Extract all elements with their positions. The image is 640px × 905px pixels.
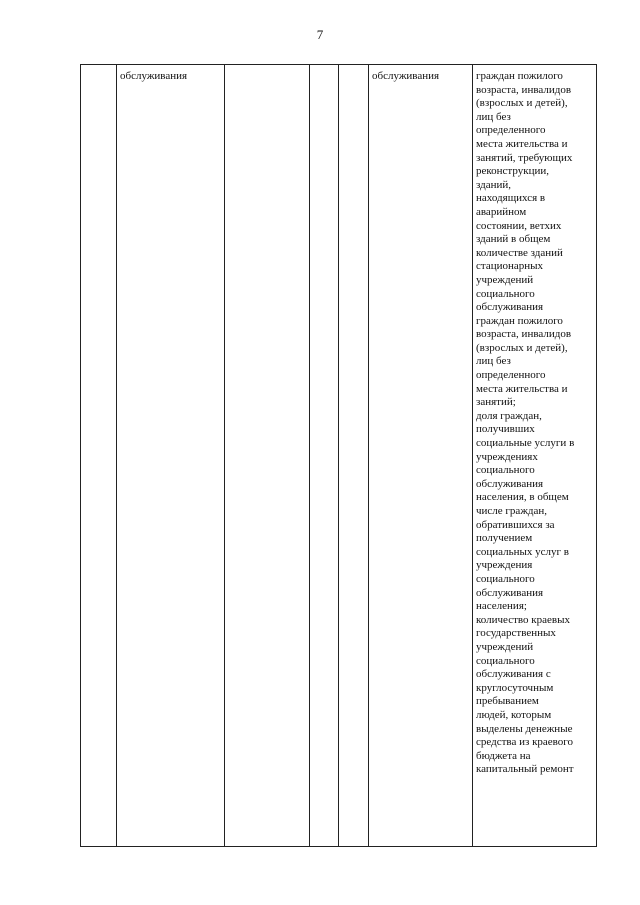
- text-line: обслуживания: [476, 477, 544, 490]
- text-line: учреждений: [476, 273, 534, 286]
- text-line: круглосуточным: [476, 681, 554, 694]
- cell-col7: [476, 70, 574, 777]
- text-line: (взрослых и детей),: [476, 341, 568, 354]
- text-line: реконструкции,: [476, 165, 549, 178]
- text-line: социальных услуг в: [476, 545, 569, 558]
- text-line: учреждений: [476, 640, 534, 653]
- text-line: учреждения: [476, 559, 533, 572]
- text-line: социальные услуги в: [476, 437, 575, 450]
- text-line: выделены денежные: [476, 722, 573, 735]
- column-divider: [224, 64, 225, 847]
- text-line: социального: [476, 464, 535, 477]
- column-divider: [116, 64, 117, 847]
- column-divider: [472, 64, 473, 847]
- text-line: места жительства и: [476, 382, 568, 395]
- text-line: (взрослых и детей),: [476, 97, 568, 110]
- page-number: 7: [316, 27, 324, 42]
- text-line: пребыванием: [476, 695, 539, 708]
- text-line: определенного: [476, 369, 546, 382]
- text-line: социального: [476, 654, 535, 667]
- text-line: лиц без: [476, 110, 511, 123]
- text-line: бюджета на: [476, 749, 531, 762]
- text-line: капитальный ремонт: [476, 763, 574, 776]
- text-line: населения, в общем: [476, 491, 569, 504]
- text-line: зданий в общем: [476, 233, 551, 246]
- column-divider: [338, 64, 339, 847]
- text-line: состоянии, ветхих: [476, 219, 562, 232]
- text-line: доля граждан,: [476, 409, 542, 422]
- text-line: обслуживания: [476, 301, 544, 314]
- text-line: обслуживания с: [476, 668, 551, 681]
- text-line: социального: [476, 572, 535, 585]
- text-line: находящихся в: [476, 192, 546, 205]
- table-left-border: [80, 64, 81, 847]
- text-line: социального: [476, 287, 535, 300]
- text-line: граждан пожилого: [476, 70, 563, 82]
- text-line: зданий,: [476, 178, 512, 191]
- text-line: граждан пожилого: [476, 314, 563, 327]
- cell-col2: обслуживания: [120, 70, 188, 82]
- text-line: аварийном: [476, 205, 527, 218]
- text-line: учреждениях: [476, 450, 538, 463]
- text-line: обслуживания: [476, 586, 544, 599]
- text-line: обратившихся за: [476, 518, 555, 531]
- text-line: возраста, инвалидов: [476, 328, 572, 341]
- column-divider: [368, 64, 369, 847]
- text-line: людей, которым: [476, 708, 552, 721]
- table-right-border: [596, 64, 597, 847]
- text-line: количество краевых: [476, 613, 570, 626]
- text-line: получивших: [476, 423, 535, 436]
- text-line: стационарных: [476, 260, 544, 273]
- text-line: лиц без: [476, 355, 511, 368]
- text-line: занятий, требующих: [476, 151, 573, 164]
- column-divider: [309, 64, 310, 847]
- text-line: возраста, инвалидов: [476, 83, 572, 96]
- text-line: населения;: [476, 600, 527, 613]
- text-line: занятий;: [476, 396, 516, 409]
- text-line: определенного: [476, 124, 546, 137]
- text-line: количестве зданий: [476, 246, 563, 259]
- cell-col6: обслуживания: [372, 70, 440, 82]
- text-line: места жительства и: [476, 137, 568, 150]
- text-line: получением: [476, 532, 533, 545]
- text-line: числе граждан,: [476, 505, 548, 517]
- text-line: средства из краевого: [476, 736, 574, 749]
- text-line: государственных: [476, 627, 556, 640]
